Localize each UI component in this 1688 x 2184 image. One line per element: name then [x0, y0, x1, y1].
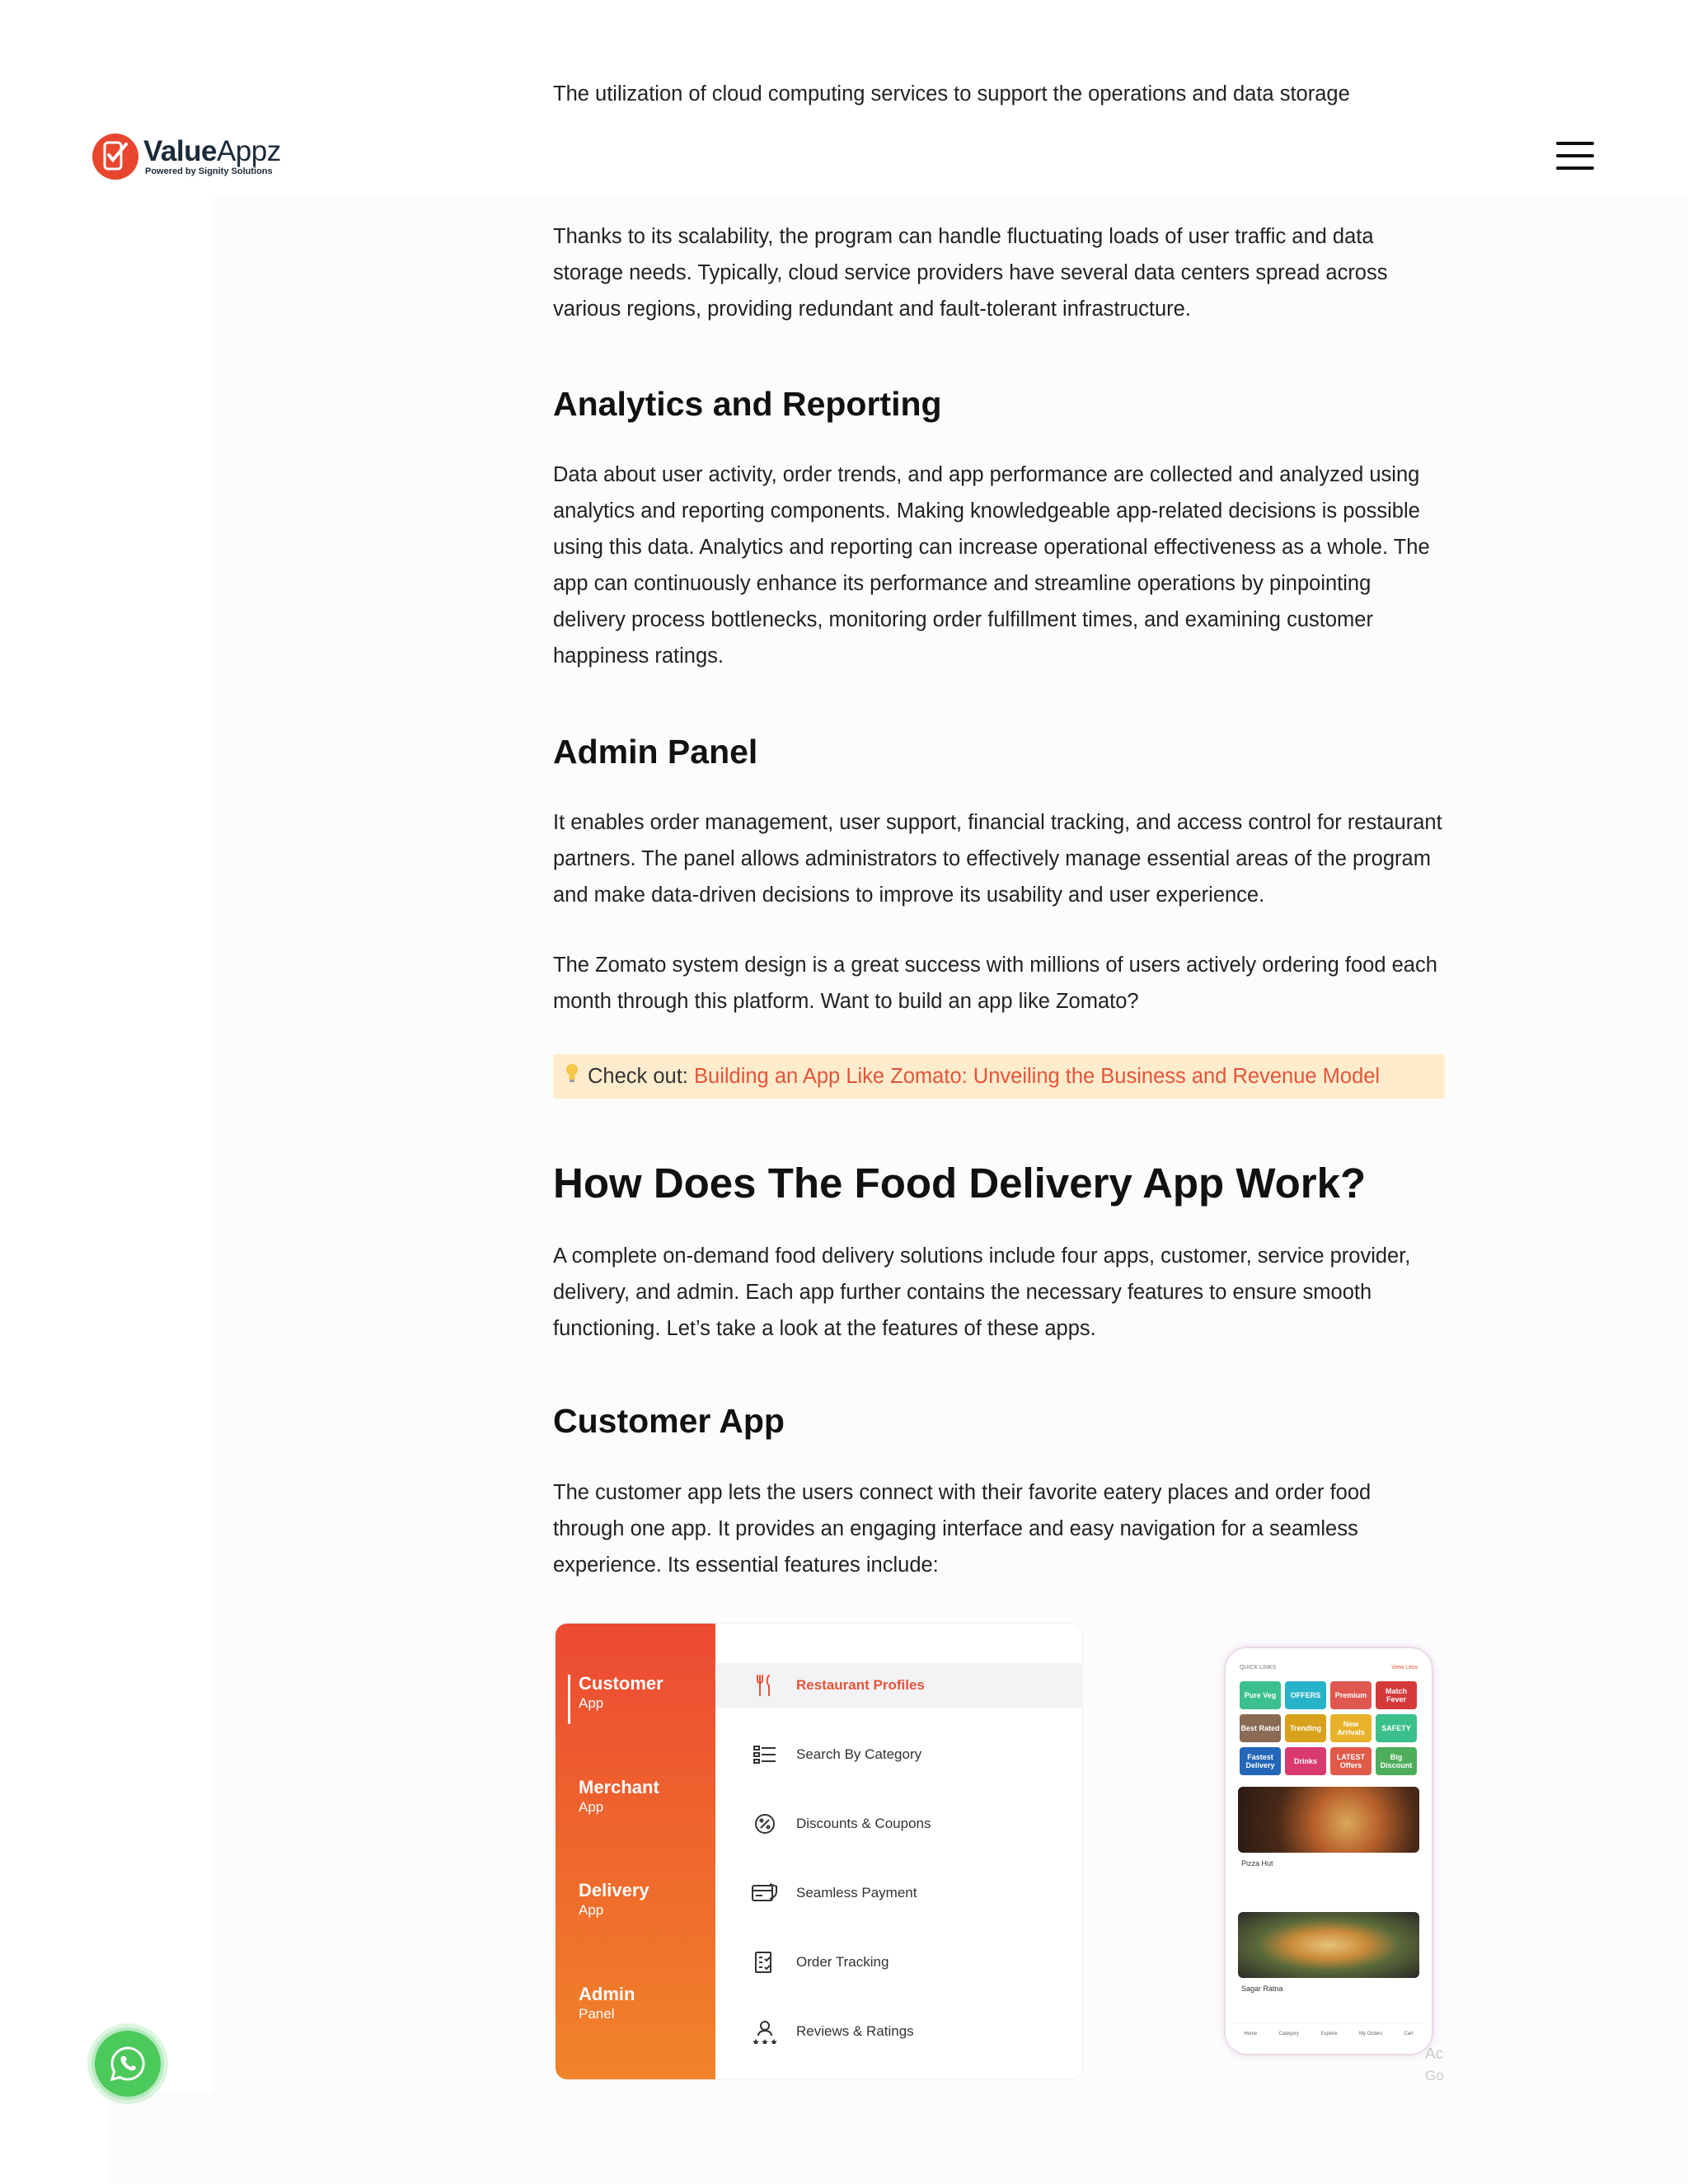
cutlery-icon: [748, 1674, 781, 1697]
tile-pure-veg: Pure Veg: [1240, 1681, 1281, 1709]
feature-restaurant-profiles[interactable]: Restaurant Profiles: [715, 1663, 1082, 1708]
intro-line: The utilization of cloud computing services to support the operations and data storage: [553, 82, 1350, 105]
intro-line-container: [553, 76, 1447, 112]
whatsapp-icon: [109, 2045, 147, 2083]
logo-name-light: Appz: [216, 135, 281, 167]
tile-offers: OFFERS: [1285, 1681, 1326, 1709]
phone-bottom-nav: [1233, 2022, 1424, 2044]
nav-category: Category: [1278, 2032, 1299, 2036]
how-it-works-heading: How Does The Food Delivery App Work?: [553, 1160, 1367, 1207]
side-item-admin[interactable]: Admin Panel: [579, 1984, 635, 2022]
phone-mockup: [1226, 1648, 1432, 2054]
footer-background: [107, 2093, 1688, 2184]
tile-premium: Premium: [1330, 1681, 1372, 1709]
side-item-delivery[interactable]: Delivery App: [579, 1880, 649, 1918]
zomato-paragraph: The Zomato system design is a great success with millions of users actively ordering food each month through this platform. Want to build an app like Zomato?: [553, 954, 1437, 1013]
analytics-paragraph: Data about user activity, order trends, and app performance are collected and analyzed using analytics and reporting components. Making knowledgeable app-related decisions is possible using this data. Analytics and reporting can increase operational effectiveness as a whole. The app can continuously enhance its performance and streamline operations by pinpointing delivery process bottlenecks, monitoring order fulfillment times, and examining customer happiness ratings.: [553, 463, 1430, 668]
check-out-callout: [553, 1054, 1445, 1099]
view-less-link: View Less: [1391, 1665, 1418, 1671]
side-item-merchant[interactable]: Merchant App: [579, 1777, 659, 1815]
logo-name-bold: Value: [143, 135, 217, 167]
customer-app-paragraph: The customer app lets the users connect with their favorite eatery places and order food through one app. It provides an engaging interface and easy navigation for a seamless experience. Its essential features include:: [553, 1481, 1372, 1577]
restaurant-pizza-hut: Pizza Hut: [1241, 1859, 1273, 1868]
tile-best-rated: Best Rated: [1240, 1714, 1281, 1742]
app-features-image: [556, 1624, 1082, 2079]
nav-home: Home: [1244, 2032, 1258, 2036]
phone-screen: [1233, 1658, 1424, 2044]
feature-seamless-payment[interactable]: Seamless Payment: [715, 1871, 1082, 1915]
tile-fastest-delivery: Fastest Delivery: [1240, 1747, 1281, 1775]
scalability-section: [553, 218, 1447, 327]
callout-prefix: Check out:: [588, 1065, 688, 1088]
restaurant-sagar-ratna: Sagar Ratna: [1241, 1985, 1283, 1993]
logo-badge-icon: [92, 134, 138, 180]
payment-card-icon: [748, 1882, 781, 1904]
quick-links-label: QUICK LINKS: [1240, 1665, 1277, 1671]
tile-trending: Trending: [1285, 1714, 1326, 1742]
tile-latest-offers: LATEST Offers: [1330, 1747, 1372, 1775]
admin-panel-heading: Admin Panel: [553, 733, 758, 771]
tile-drinks: Drinks: [1285, 1747, 1326, 1775]
logo-tagline: Powered by Signity Solutions: [145, 166, 273, 176]
nav-my-orders: My Orders: [1359, 2032, 1383, 2036]
callout-link[interactable]: Building an App Like Zomato: Unveiling the Business and Revenue Model: [694, 1065, 1381, 1088]
nav-cart: Cart: [1404, 2032, 1414, 2036]
dosa-image: [1238, 1912, 1419, 1978]
feature-reviews-ratings[interactable]: Reviews & Ratings: [715, 2009, 1082, 2054]
scalability-paragraph: Thanks to its scalability, the program can handle fluctuating loads of user traffic and data storage needs. Typically, cloud service providers have several data centers spread across various regions, providing redundant and fault-tolerant infrastructure.: [553, 225, 1388, 321]
tile-safety: SAFETY: [1376, 1714, 1417, 1742]
tile-new-arrivals: New Arrivals: [1330, 1714, 1372, 1742]
nav-explore: Explore: [1320, 2032, 1338, 2036]
active-indicator: [568, 1675, 570, 1724]
order-tracking-icon: [748, 1951, 781, 1974]
lightbulb-icon: [565, 1054, 579, 1099]
hamburger-icon[interactable]: [1556, 140, 1596, 173]
admin-panel-paragraph: It enables order management, user support, financial tracking, and access control for restaurant partners. The panel allows administrators to effectively manage essential areas of the program and make data-driven decisions to improve its usability and user experience.: [553, 811, 1442, 907]
feature-search-by-category[interactable]: Search By Category: [715, 1732, 1082, 1777]
side-item-customer[interactable]: Customer App: [579, 1673, 663, 1711]
feature-order-tracking[interactable]: Order Tracking: [715, 1940, 1082, 1985]
whatsapp-button[interactable]: [95, 2031, 161, 2097]
how-it-works-paragraph: A complete on-demand food delivery solutions include four apps, customer, service provider, delivery, and admin. Each app further contains the necessary features to ensure smooth functioning. Let’s take a look at the features of these apps.: [553, 1244, 1411, 1340]
reviews-icon: [748, 2019, 781, 2044]
tile-match-fever: Match Fever: [1376, 1681, 1417, 1709]
activate-windows-watermark: Ac Go: [1425, 2046, 1444, 2083]
pizza-image: [1238, 1787, 1419, 1853]
app-type-sidebar: [556, 1624, 715, 2079]
analytics-heading: Analytics and Reporting: [553, 385, 942, 423]
site-logo[interactable]: [92, 131, 281, 182]
list-icon: [748, 1745, 781, 1765]
discount-icon: [748, 1812, 781, 1835]
tile-big-discount: Big Discount: [1376, 1747, 1417, 1775]
customer-app-heading: Customer App: [553, 1402, 785, 1440]
feature-discounts-coupons[interactable]: Discounts & Coupons: [715, 1802, 1082, 1846]
